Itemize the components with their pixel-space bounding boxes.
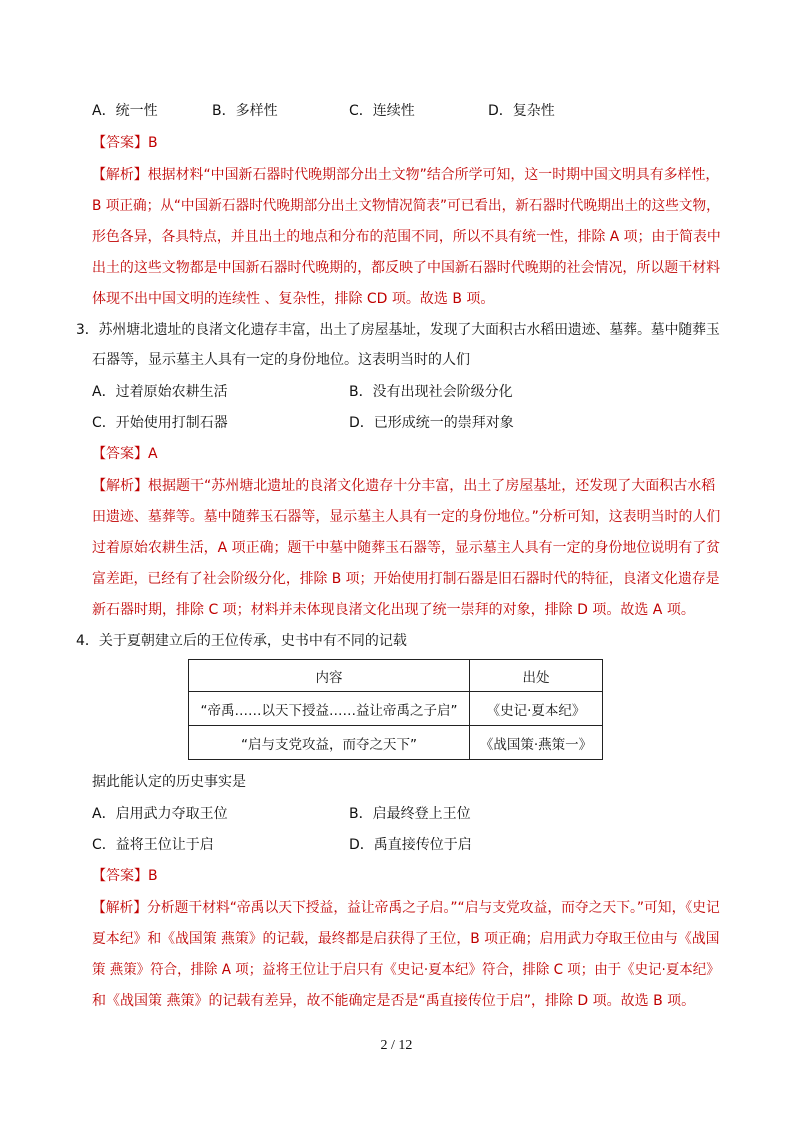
table-cell: 《战国策·燕策一》 [470, 726, 603, 760]
q4-analysis-line: 夏本纪》和《战国策 燕策》的记载，最终都是启获得了王位，B 项正确；启用武力夺取王位由与《战国 [92, 931, 720, 947]
q2-analysis-line: 形色各异，各具特点，并且出土的地点和分布的范围不同，所以不具有统一性，排除 A 项；由于简表中 [92, 229, 721, 245]
q3-analysis-line: 新石器时期，排除 C 项；材料并未体现良渚文化出现了统一崇拜的对象，排除 D 项。故选 A 项。 [92, 602, 695, 618]
q2-analysis-line: 出土的这些文物都是中国新石器时代晚期的，都反映了中国新石器时代晚期的社会情况，所以题干材料 [92, 260, 721, 276]
q2-analysis-line: B 项正确；从“中国新石器时代晚期部分出土文物情况简表”可已看出，新石器时代晚期出土的这些文物， [92, 198, 720, 214]
q2-option-b: B．多样性 [212, 103, 278, 119]
q2-option-d: D．复杂性 [488, 103, 555, 119]
q4-question: 据此能认定的历史事实是 [92, 774, 246, 790]
q4-option-a: A．启用武力夺取王位 [92, 806, 228, 822]
q2-answer: 【答案】B [92, 135, 158, 151]
table-header-row [189, 660, 603, 692]
table-header-content: 内容 [189, 660, 470, 692]
q2-analysis-line: 体现不出中国文明的连续性 、复杂性，排除 CD 项。故选 B 项。 [92, 291, 495, 307]
q3-analysis-line: 【解析】根据题干“苏州塘北遗址的良渚文化遗存十分丰富，出土了房屋基址，还发现了大面积古水稻 [92, 478, 716, 494]
table-cell: “启与支党攻益，而夺之天下” [189, 726, 470, 760]
q3-option-b: B．没有出现社会阶级分化 [349, 384, 513, 400]
q4-stem: 4．关于夏朝建立后的王位传承，史书中有不同的记载 [76, 633, 407, 649]
q3-analysis-line: 富差距，已经有了社会阶级分化，排除 B 项；开始使用打制石器是旧石器时代的特征，良渚文化遗存是 [92, 571, 720, 587]
q2-option-a: A．统一性 [92, 103, 158, 119]
q3-option-d: D．已形成统一的崇拜对象 [349, 415, 514, 431]
q4-analysis-line: 和《战国策 燕策》的记载有差异，故不能确定是否是“禹直接传位于启”，排除 D 项。故选 B 项。 [92, 993, 696, 1009]
q3-stem-line: 3．苏州塘北遗址的良渚文化遗存丰富，出土了房屋基址，发现了大面积古水稻田遗迹、墓葬。墓中随葬玉 [76, 322, 720, 338]
q4-option-d: D．禹直接传位于启 [349, 837, 472, 853]
q3-option-c: C．开始使用打制石器 [92, 415, 228, 431]
q4-answer: 【答案】B [92, 868, 158, 884]
q2-option-c: C．连续性 [349, 103, 415, 119]
table-cell: “帝禹……以天下授益……益让帝禹之子启” [189, 692, 470, 726]
table-row [189, 726, 603, 760]
table-row [189, 692, 603, 726]
q3-answer: 【答案】A [92, 446, 158, 462]
q4-source-table [188, 659, 603, 760]
table-header-source: 出处 [470, 660, 603, 692]
q3-analysis-line: 过着原始农耕生活，A 项正确；题干中墓中随葬玉石器等，显示墓主人具有一定的身份地位说明有了贫 [92, 540, 721, 556]
q2-analysis-line: 【解析】根据材料“中国新石器时代晚期部分出土文物”结合所学可知，这一时期中国文明具有多样性， [92, 167, 720, 183]
q4-option-c: C．益将王位让于启 [92, 837, 214, 853]
q3-stem-line: 石器等，显示墓主人具有一定的身份地位。这表明当时的人们 [92, 352, 470, 368]
q4-analysis-line: 策 燕策》符合，排除 A 项；益将王位让于启只有《史记·夏本纪》符合，排除 C 项；由于《史记·夏本纪》 [92, 962, 720, 978]
page-number: 2 / 12 [380, 1038, 413, 1053]
table-cell: 《史记·夏本纪》 [470, 692, 603, 726]
q4-analysis-line: 【解析】分析题干材料“帝禹以天下授益，益让帝禹之子启。”“启与支党攻益，而夺之天下。”可知，《史记 [92, 900, 720, 916]
q3-option-a: A．过着原始农耕生活 [92, 384, 228, 400]
q4-option-b: B．启最终登上王位 [349, 806, 471, 822]
q3-analysis-line: 田遗迹、墓葬等。墓中随葬玉石器等，显示墓主人具有一定的身份地位。”分析可知，这表明当时的人们 [92, 509, 721, 525]
